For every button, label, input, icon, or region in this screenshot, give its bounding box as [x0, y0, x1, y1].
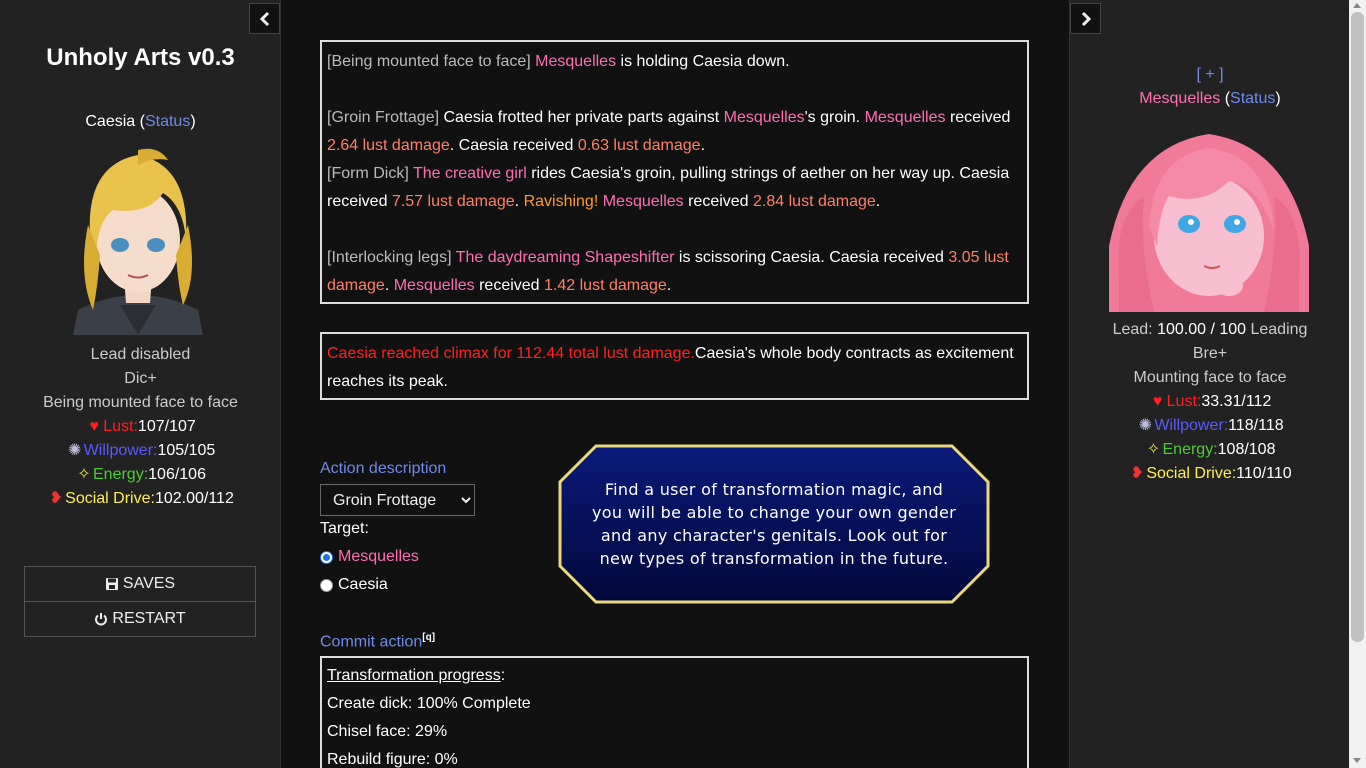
npc-status-link[interactable]: Status [1230, 90, 1276, 107]
climax-white-text: Caesia's whole body contracts as excitement reaches its peak. [327, 345, 1014, 390]
left-sidebar [0, 0, 281, 768]
climax-red-text: Caesia reached climax for 112.44 total lust damage. [327, 345, 695, 362]
willpower-icon: ✺ [67, 442, 82, 459]
npc-energy: ✧ Energy:108/108 [1070, 438, 1350, 462]
npc-social-drive: ❥ Social Drive:110/110 [1070, 462, 1350, 486]
collapse-right-button[interactable] [1070, 3, 1101, 34]
log-segment: . [514, 193, 524, 210]
log-segment: 2.64 lust damage [327, 137, 450, 154]
npc-position: Mounting face to face [1133, 369, 1287, 386]
log-segment: . [449, 137, 459, 154]
npc-tag: Bre+ [1192, 345, 1228, 362]
log-line [327, 244, 1022, 300]
log-segment: Mesquelles [393, 277, 475, 294]
log-segment: Caesia [692, 53, 743, 70]
log-segment: The daydreaming Shapeshifter [455, 249, 675, 266]
log-segment: received [508, 137, 578, 154]
log-segment: . [875, 193, 881, 210]
log-segment: rides [526, 165, 571, 182]
player-status-link[interactable]: Status [144, 113, 191, 130]
tip-text: Find a user of transformation magic, and you will be able to change your own gender and any character's genitals. Look out for new types of transformation in the future. [591, 480, 956, 568]
scroll-up-arrow-icon[interactable] [1353, 3, 1361, 8]
player-name-line: Caesia (Status) [85, 113, 196, 130]
log-segment: received [474, 277, 545, 294]
tip-banner [558, 444, 990, 604]
player-tag: Dic+ [124, 370, 157, 387]
log-segment: received [945, 109, 1011, 126]
log-segment: Mesquelles [864, 109, 946, 126]
scroll-down-arrow-icon[interactable] [1353, 758, 1361, 763]
main-panel [281, 0, 1069, 768]
player-stats [0, 343, 281, 511]
log-segment: Mesquelles [602, 193, 684, 210]
log-segment: 's groin, pulling strings of aether on her way up. [620, 165, 960, 182]
heart-icon: ♥ [89, 418, 99, 435]
player-position: Being mounted face to face [43, 394, 238, 411]
willpower-icon: ✺ [1138, 417, 1153, 434]
player-energy: ✧ Energy:106/106 [0, 463, 281, 487]
log-segment: Caesia [458, 137, 509, 154]
log-segment: 7.57 lust damage [391, 193, 515, 210]
scroll-thumb[interactable] [1351, 12, 1364, 642]
log-segment: [Interlocking legs] [327, 249, 456, 266]
game-title: Unholy Arts v0.3 [46, 44, 235, 71]
combat-log [320, 40, 1029, 304]
log-segment: Mesquelles [723, 109, 805, 126]
log-segment: is scissoring [674, 249, 771, 266]
log-segment: Caesia [829, 249, 880, 266]
commit-hotkey: [q] [422, 632, 436, 643]
log-segment: 's groin. [804, 109, 865, 126]
action-description-link[interactable]: Action description [320, 460, 447, 477]
target-option-caesia[interactable]: Caesia [320, 576, 388, 594]
player-portrait [68, 145, 208, 335]
log-line [327, 216, 1022, 244]
log-line [327, 160, 1022, 216]
log-segment: received [879, 249, 949, 266]
transformation-item: Chisel face: 29% [327, 723, 448, 740]
action-select[interactable] [320, 484, 475, 516]
log-segment: [Groin Frottage] [327, 109, 444, 126]
log-segment: received [683, 193, 754, 210]
player-name: Caesia [85, 113, 136, 130]
commit-action-link[interactable]: Commit action[q] [320, 632, 436, 651]
page-scrollbar[interactable] [1349, 0, 1366, 768]
log-segment: [Being mounted face to face] [327, 53, 536, 70]
log-segment: . [384, 277, 394, 294]
log-line [327, 48, 1022, 76]
log-segment: [Form Dick] [327, 165, 413, 182]
right-sidebar [1069, 0, 1349, 768]
transformation-item: Rebuild figure: 0% [327, 751, 458, 768]
npc-name: Mesquelles [1139, 90, 1221, 107]
climax-message [320, 332, 1029, 400]
log-segment: Caesia [770, 249, 821, 266]
log-segment: . [666, 277, 672, 294]
restart-button[interactable]: RESTART [24, 601, 256, 637]
transformation-progress: Transformation progress: Create dick: 100% Complete Chisel face: 29% Rebuild figure: 0% [320, 656, 1029, 768]
chevron-right-icon [1079, 11, 1093, 27]
log-segment: frotted her private parts against [493, 109, 724, 126]
log-segment: received [327, 193, 392, 210]
log-segment: Caesia [443, 109, 494, 126]
collapse-left-button[interactable] [249, 3, 280, 34]
floppy-disk-icon [105, 577, 119, 591]
player-lead: Lead disabled [90, 346, 191, 363]
log-segment: Caesia [959, 165, 1010, 182]
log-line [327, 76, 1022, 104]
transformation-title: Transformation progress [327, 667, 501, 684]
npc-lead: Lead: 100.00 / 100 Leading [1112, 321, 1308, 338]
player-social-drive: ❥ Social Drive:102.00/112 [0, 487, 281, 511]
energy-icon: ✧ [77, 466, 91, 483]
log-segment: is holding [616, 53, 693, 70]
log-segment: down. [742, 53, 790, 70]
heart-icon: ♥ [1152, 393, 1163, 410]
player-lust: ♥ Lust:107/107 [0, 415, 281, 439]
log-line [327, 104, 1022, 160]
log-segment: Mesquelles [535, 53, 617, 70]
npc-willpower: ✺ Willpower:118/118 [1070, 414, 1350, 438]
target-label: Target: [320, 520, 369, 537]
log-segment: 3.05 lust damage [327, 249, 1009, 294]
log-segment: . [700, 137, 706, 154]
npc-name-line: Mesquelles (Status) [1139, 90, 1281, 107]
log-segment: The creative girl [412, 165, 527, 182]
radio-unchecked[interactable] [320, 579, 333, 592]
power-icon [94, 612, 108, 626]
transformation-item: Create dick: 100% Complete [327, 695, 531, 712]
log-segment: . [820, 249, 830, 266]
log-segment: Ravishing! [523, 193, 599, 210]
target-option-mesquelles[interactable]: Mesquelles [320, 548, 419, 566]
npc-portrait [1109, 126, 1309, 312]
log-segment: 1.42 lust damage [544, 277, 667, 294]
npc-stats [1070, 318, 1350, 486]
log-segment: Caesia [570, 165, 621, 182]
chevron-left-icon [258, 11, 272, 27]
log-segment: 0.63 lust damage [577, 137, 701, 154]
player-willpower: ✺ Willpower:105/105 [0, 439, 281, 463]
lips-icon: ❥ [1130, 465, 1145, 482]
expand-button[interactable]: [ + ] [1196, 66, 1224, 83]
radio-checked[interactable] [320, 551, 333, 564]
log-segment: 2.84 lust damage [753, 193, 876, 210]
saves-button[interactable]: SAVES [24, 566, 256, 602]
npc-lust: ♥ Lust:33.31/112 [1070, 390, 1350, 414]
energy-icon: ✧ [1146, 441, 1161, 458]
lips-icon: ❥ [49, 490, 63, 507]
